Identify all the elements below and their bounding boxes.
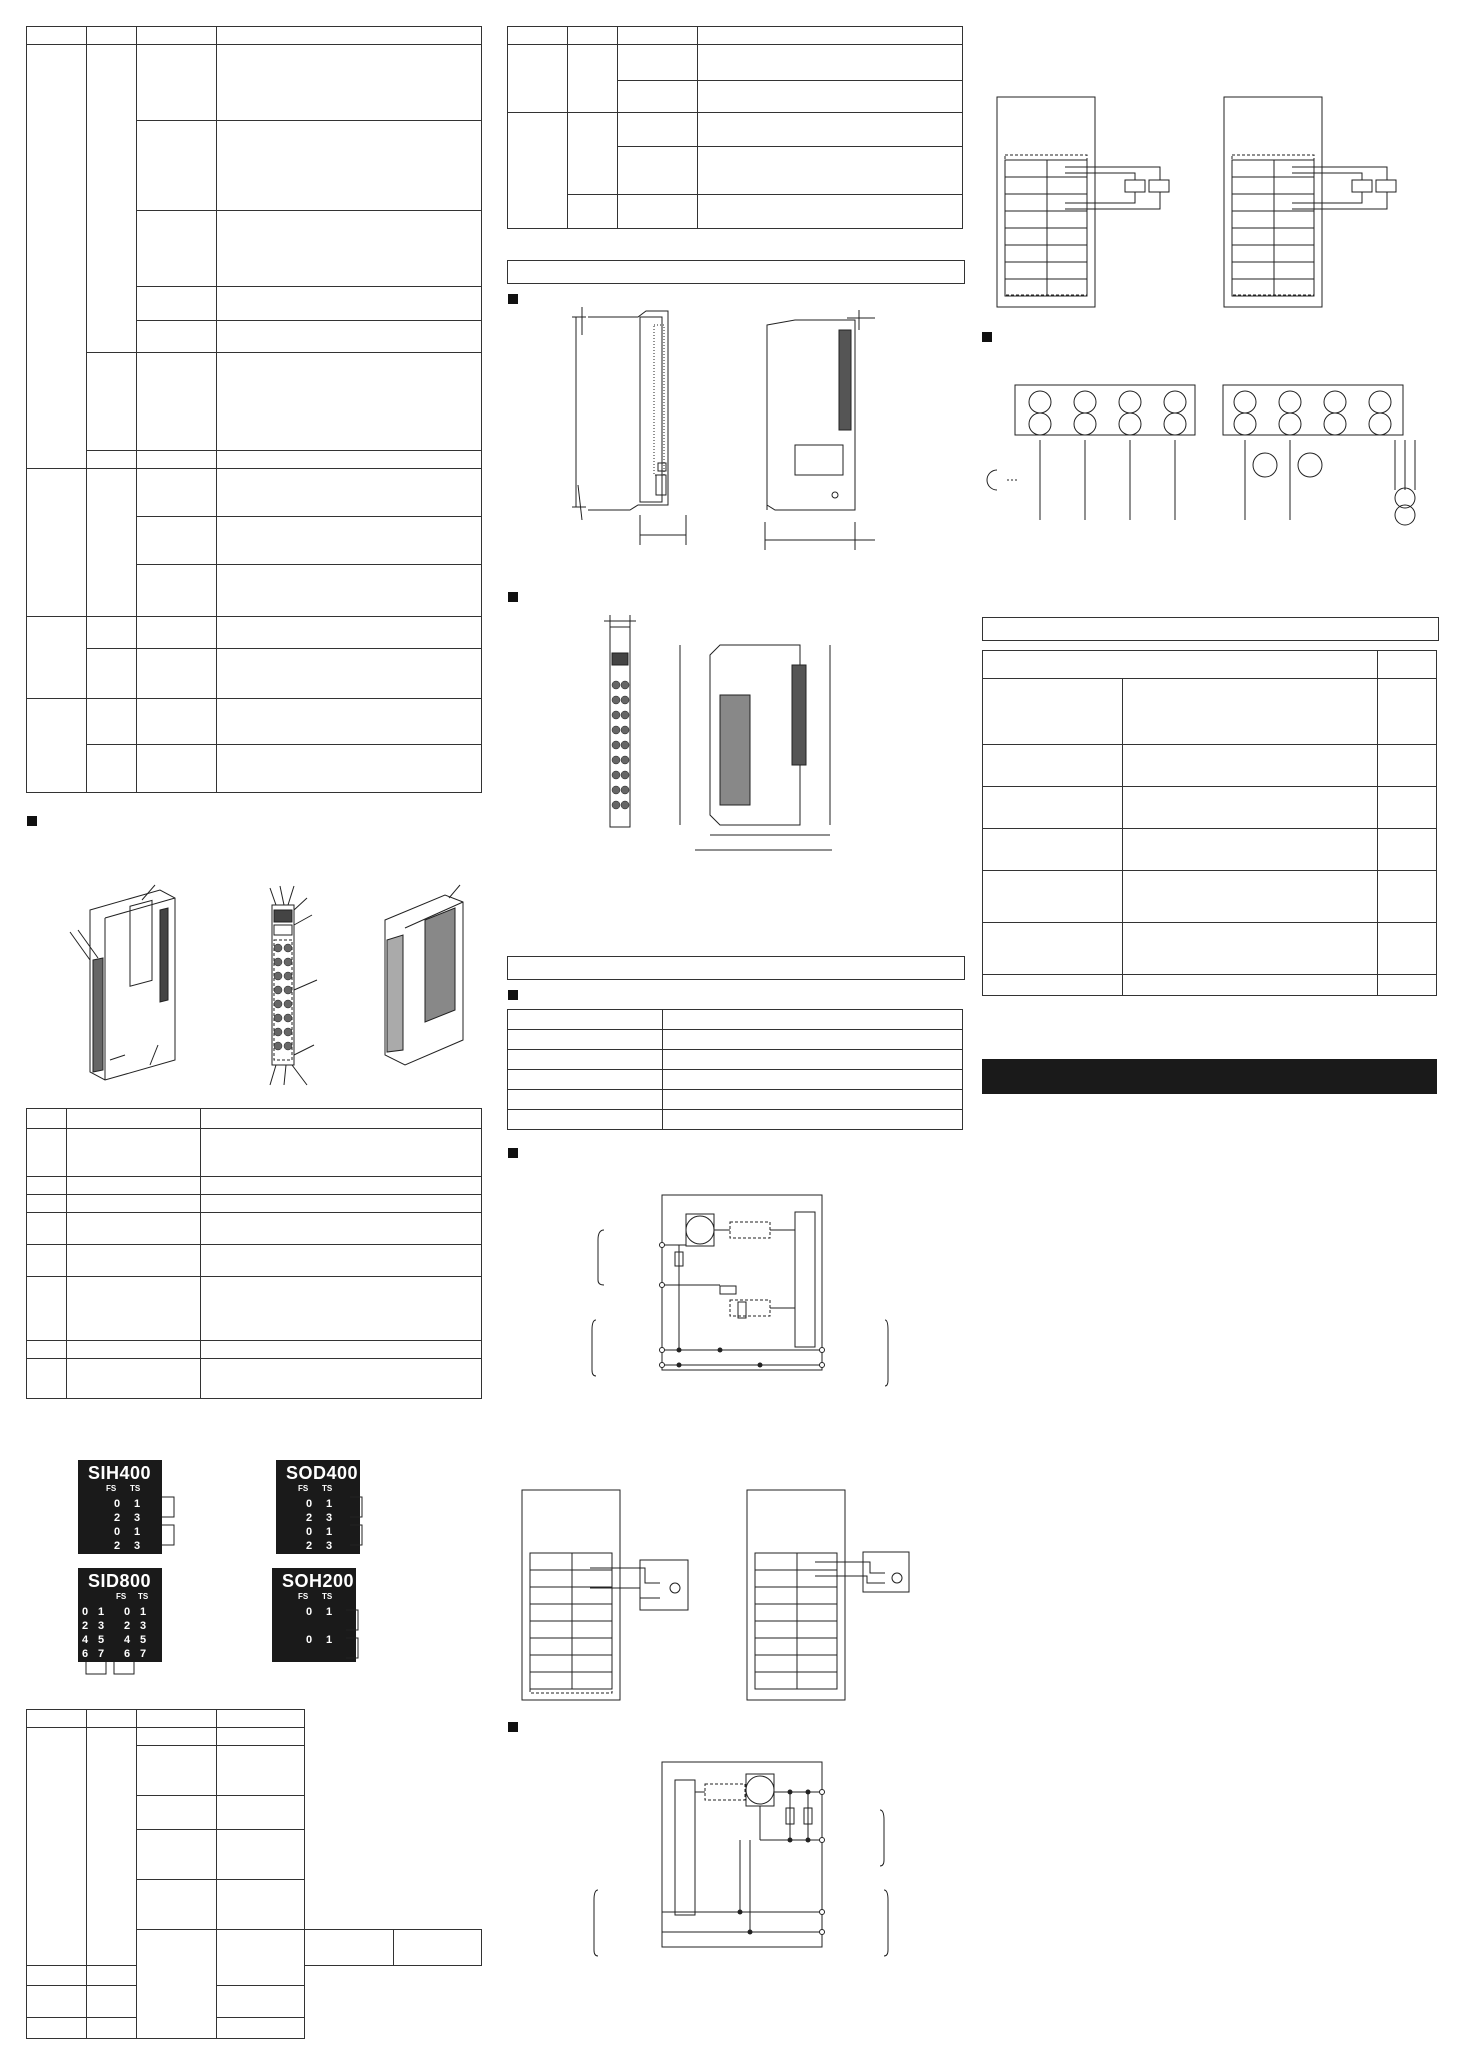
- wiring-diagram-c: [995, 95, 1185, 310]
- output-circuit-diagram: [590, 1760, 890, 1960]
- section-marker: [27, 816, 37, 826]
- section-marker: [508, 592, 518, 602]
- section-marker: [982, 332, 992, 342]
- spec-table-bottom-left: [26, 1709, 482, 2039]
- parts-table: [26, 1108, 482, 1399]
- model-label: SOD400: [286, 1463, 359, 1483]
- unit-front-perspective-drawing: [60, 880, 200, 1090]
- section-header-bar: [507, 260, 965, 284]
- indicator-sid800: SID800 FS TS 0 1 0 1 2 3 2 3 4 5 4 5 6 7 6 7: [78, 1568, 162, 1662]
- dimension-drawing-terminal-side: [680, 625, 850, 865]
- spec-table-top-middle: [507, 26, 963, 229]
- unit-rear-perspective-drawing: [375, 880, 485, 1070]
- section-marker: [508, 1148, 518, 1158]
- indicator-sih400: SIH400 FS TS 0 1 2 3 0 1 2 3: [78, 1460, 162, 1554]
- table-header-cell: [27, 27, 87, 45]
- section-marker: [508, 1722, 518, 1732]
- section-header-bar: [507, 956, 965, 980]
- wiring-diagram-a: [520, 1488, 710, 1703]
- section-banner: [982, 1059, 1437, 1094]
- model-label: SID800: [88, 1571, 152, 1591]
- dimension-drawing-front: [568, 305, 718, 545]
- bracket-icon: [350, 1495, 366, 1555]
- dimension-drawing-terminal-front: [600, 615, 640, 830]
- rating-table: [507, 1009, 963, 1130]
- bracket-icon: [346, 1608, 362, 1668]
- spec-table-right: [982, 650, 1437, 996]
- input-circuit-diagram: [590, 1190, 890, 1390]
- model-label: SIH400: [88, 1463, 152, 1483]
- terminal-wiring-diagram: [985, 380, 1425, 525]
- wiring-diagram-d: [1222, 95, 1412, 310]
- wiring-diagram-b: [745, 1488, 935, 1703]
- spec-table-top-left: [26, 26, 482, 793]
- section-marker: [508, 294, 518, 304]
- unit-terminal-front-drawing: [262, 880, 332, 1090]
- section-header-bar: [982, 617, 1439, 641]
- section-marker: [508, 990, 518, 1000]
- bracket-icon: [162, 1495, 178, 1555]
- model-label: SOH200: [282, 1571, 355, 1591]
- dimension-drawing-side: [735, 310, 905, 550]
- indicator-soh200: SOH200 FS TS 0 1 0 1: [272, 1568, 356, 1662]
- bracket-icon: [84, 1662, 144, 1678]
- indicator-sod400: SOD400 FS TS 0 1 2 3 0 1 2 3: [276, 1460, 360, 1554]
